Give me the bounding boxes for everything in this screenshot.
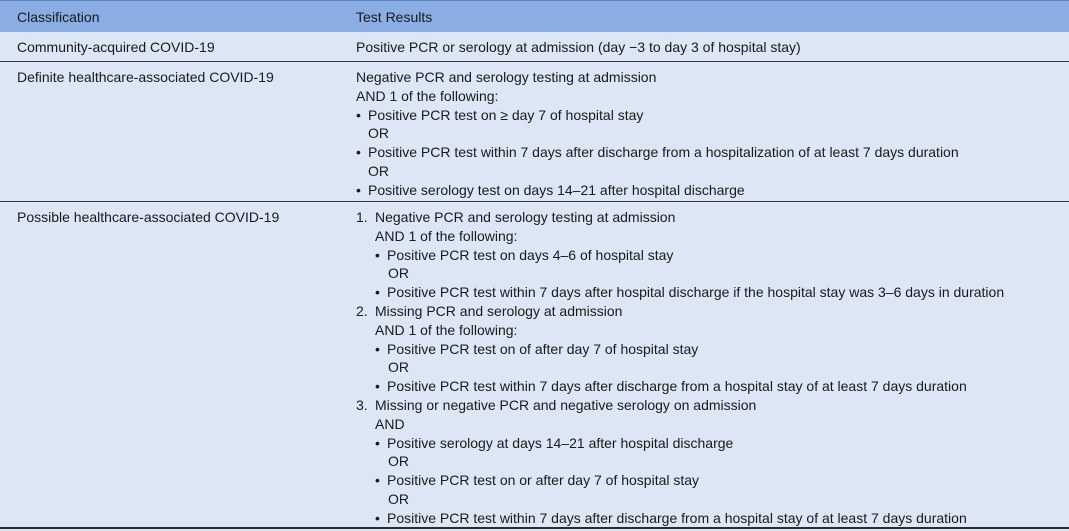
bullet: • — [375, 378, 380, 395]
table-bottom-rule — [0, 527, 1069, 529]
bullet: • — [356, 106, 361, 123]
list-item: • Positive PCR test within 7 days after discharge from a hospital stay of at least 7 days duration — [375, 378, 967, 395]
list-item: • Positive serology at days 14–21 after hospital discharge — [375, 434, 734, 451]
or-label: OR — [388, 265, 409, 282]
row-divider — [0, 201, 1069, 202]
group-intro: 2. Missing PCR and serology at admission — [356, 302, 623, 319]
bullet: • — [356, 144, 361, 161]
list-item: • Positive PCR test within 7 days after hospital discharge if the hospital stay was 3–6 days in duration — [375, 284, 1005, 301]
list-item: • Positive PCR test within 7 days after discharge from a hospital stay of at least 7 days duration — [375, 509, 967, 526]
bullet: • — [375, 284, 380, 301]
or-label: OR — [368, 125, 389, 142]
header-test-results: Test Results — [356, 9, 433, 25]
list-item: • Positive PCR test on days 4–6 of hospital stay — [375, 246, 674, 263]
table-header — [0, 0, 1069, 32]
row2-classification: Definite healthcare-associated COVID-19 — [17, 69, 274, 85]
row3-results — [356, 208, 1004, 528]
row3-classification: Possible healthcare-associated COVID-19 — [17, 209, 280, 225]
or-label: OR — [388, 490, 409, 507]
header-classification: Classification — [17, 9, 100, 25]
row2-intro: Negative PCR and serology testing at admission — [356, 69, 657, 85]
group-and: AND 1 of the following: — [375, 227, 518, 244]
bullet: • — [375, 509, 380, 526]
or-label: OR — [388, 453, 409, 470]
bullet: • — [375, 340, 380, 357]
row-divider — [0, 61, 1069, 62]
bullet: • — [375, 434, 380, 451]
row2-results — [356, 68, 959, 200]
list-item: • Positive serology test on days 14–21 after hospital discharge — [356, 181, 745, 198]
list-item: • Positive PCR test on or after day 7 of hospital stay — [375, 472, 700, 489]
group-and: AND — [375, 415, 405, 432]
list-item: • Positive PCR test on ≥ day 7 of hospital stay — [356, 106, 644, 123]
group-intro: 3. Missing or negative PCR and negative serology on admission — [356, 396, 757, 413]
bullet: • — [375, 472, 380, 489]
row2-and: AND 1 of the following: — [356, 87, 499, 104]
or-label: OR — [388, 359, 409, 376]
list-item: • Positive PCR test on of after day 7 of hospital stay — [375, 340, 699, 357]
row1-classification: Community-acquired COVID-19 — [17, 39, 215, 55]
row1-result: Positive PCR or serology at admission (day −3 to day 3 of hospital stay) — [356, 39, 801, 55]
group-intro: 1. Negative PCR and serology testing at admission — [356, 209, 676, 225]
bullet: • — [375, 246, 380, 263]
list-item: • Positive PCR test within 7 days after discharge from a hospitalization of at least 7 days duration — [356, 144, 959, 161]
bullet: • — [356, 181, 361, 198]
or-label: OR — [368, 162, 389, 179]
group-and: AND 1 of the following: — [375, 321, 518, 338]
